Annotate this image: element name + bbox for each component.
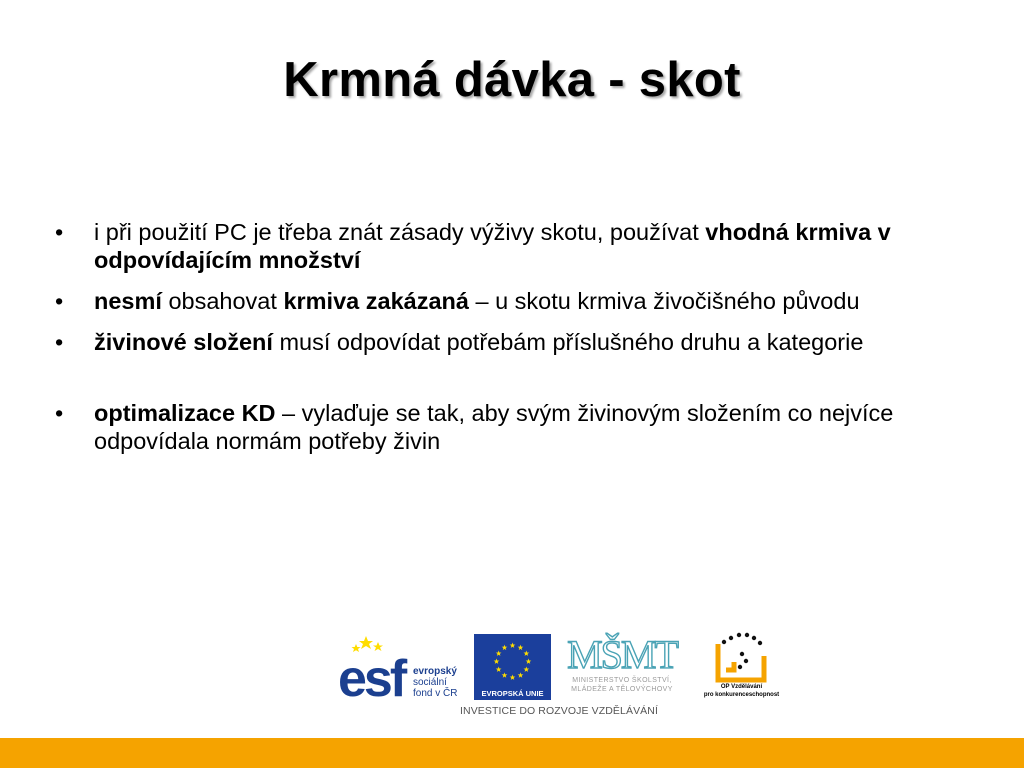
bullet-text: obsahovat: [161, 288, 284, 314]
esf-mark: esf: [338, 650, 405, 698]
esf-caption-line: evropský: [413, 666, 457, 677]
investice-caption: INVESTICE DO ROZVOJE VZDĚLÁVÁNÍ: [460, 705, 658, 717]
bullet-marker: •: [55, 288, 64, 314]
bullet-text-bold: živinové složení: [94, 329, 273, 355]
bullet-marker: •: [55, 329, 64, 355]
op-logo: [704, 630, 779, 688]
list-item: [55, 328, 955, 356]
eu-caption: EVROPSKÁ UNIE: [474, 687, 551, 700]
bullet-text-bold: nesmí: [94, 288, 162, 314]
list-item: [55, 399, 955, 455]
esf-caption-line: sociální: [413, 677, 447, 688]
bullet-text: i při použití PC je třeba znát zásady výživy skotu, používat: [94, 219, 706, 245]
list-item: [55, 287, 955, 315]
bullet-text-bold: krmiva zakázaná: [283, 288, 469, 314]
bullet-marker: •: [55, 400, 64, 426]
bullet-text-bold: optimalizace KD: [94, 400, 276, 426]
list-item: [55, 218, 955, 274]
bullet-text: – vylaďuje se tak, aby svým živinovým složením co nejvíce odpovídala normám potřeby živin: [94, 400, 894, 454]
bullet-list: [55, 218, 955, 468]
eu-flag-icon: [474, 634, 551, 689]
op-caption: [694, 683, 789, 699]
msmt-mark: MŠMT: [567, 632, 677, 677]
bullet-marker: •: [55, 219, 64, 245]
msmt-caption-line: MINISTERSTVO ŠKOLSTVÍ,: [572, 677, 672, 684]
esf-caption-line: fond v ČR: [413, 688, 458, 699]
msmt-caption-line: MLÁDEŽE A TĚLOVÝCHOVY: [571, 686, 673, 693]
footer-strip: [0, 738, 1024, 768]
esf-caption: [413, 666, 457, 699]
slide-title: Krmná dávka - skot: [283, 53, 741, 107]
bullet-text: musí odpovídat potřebám příslušného druhu a kategorie: [272, 329, 864, 355]
bullet-text-bold: vhodná krmiva v odpovídajícím množství: [94, 219, 891, 273]
op-dots-icon: [722, 633, 762, 669]
op-caption-line: pro konkurenceschopnost: [703, 692, 780, 698]
msmt-caption: [558, 676, 686, 694]
bullet-text: – u skotu krmiva živočišného původu: [468, 288, 860, 314]
op-caption-line: OP Vzdělávání: [720, 684, 763, 690]
logo-bar: [336, 628, 782, 723]
